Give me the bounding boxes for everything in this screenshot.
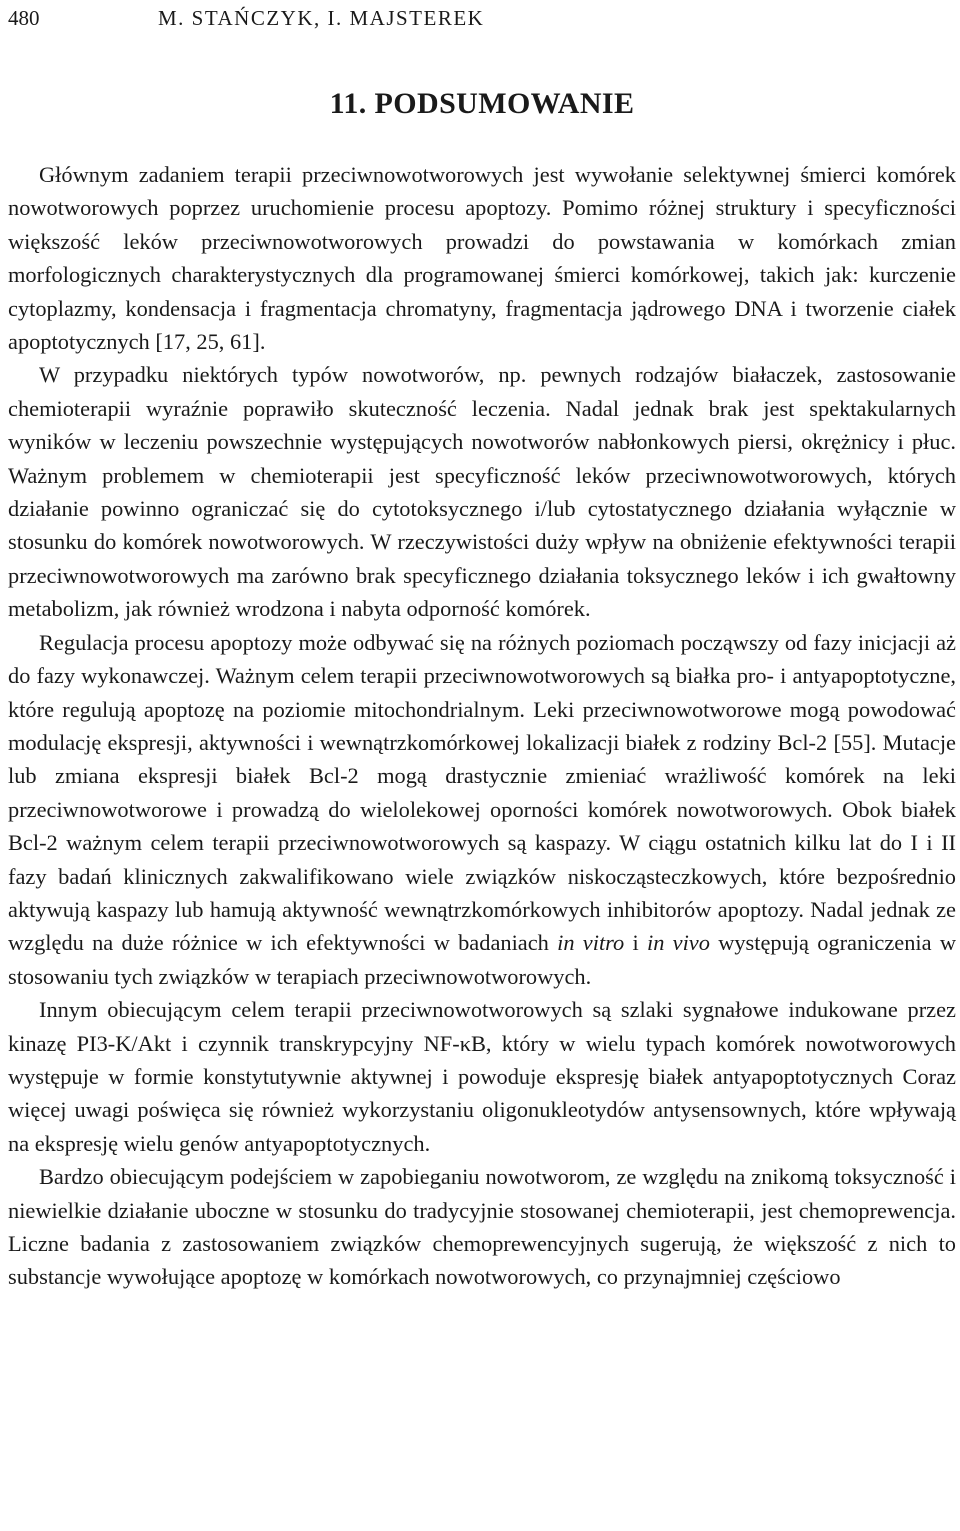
paragraph-2: W przypadku niektórych typów nowotworów, np. pewnych rodzajów białaczek, zastosowanie chemioterapii wyraźnie poprawiło skuteczność leczenia. Nadal jednak brak jest spektakularnych wyników w leczeniu powszechnie występujących nowotworów nabłonkowych piersi, okrężnicy i płuc. Ważnym problemem w chemioterapii jest specyficzność leków przeciwnowotworowych, których działanie powinno ograniczać się do cytotoksycznego i/lub cytostatycznego działania wyłącznie w stosunku do komórek nowotworowych. W rzeczywistości duży wpływ na obniżenie efektywności terapii przeciwnowotworowych ma zarówno brak specyficznego działania toksycznego leków i ich gwałtowny metabolizm, jak również wrodzona i nabyta odporność komórek. (8, 362, 956, 622)
paragraph-3-text-a: Regulacja procesu apoptozy może odbywać się na różnych poziomach począwszy od fazy inicjacji aż do fazy wykonawczej. Ważnym celem terapii przeciwnowotworowych są białka pro- i antyapoptotyczne, które regulują apoptozę na poziomie mitochondrialnym. Leki przeciwnowotworowe mogą powodować modulację ekspresji, aktywności i wewnątrzkomórkowej lokalizacji białek z rodziny Bcl-2 [55]. Mutacje lub zmiana ekspresji białek Bcl-2 mogą drastycznie zmieniać wrażliwość komórek na leki przeciwnowotworowe i prowadzą do wielolekowej oporności komórek nowotworowych. Obok białek Bcl-2 ważnym celem terapii przeciwnowotworowych są kaspazy. W ciągu ostatnich kilku lat do I i II fazy badań klinicznych zakwalifikowano wiele związków niskocząsteczkowych, które bezpośrednio aktywują kaspazy lub hamują aktywność wewnątrzkomórkowych inhibitorów apoptozy. Nadal jednak ze względu na duże różnice w ich efektywności w badaniach (8, 629, 956, 956)
latin-in-vivo: in vivo (646, 930, 710, 956)
paragraph-3-text-c: występują ograniczenia w stosowaniu tych związków w terapiach przeciwnowotworowych. (8, 930, 956, 989)
latin-in-vitro: in vitro (557, 930, 625, 956)
paragraph-1: Głównym zadaniem terapii przeciwnowotworowych jest wywołanie selektywnej śmierci komórek nowotworowych poprzez uruchomienie procesu apoptozy. Pomimo różnej struktury i specyficzności większość leków przeciwnowotworowych prowadzi do powstawania w komórkach zmian morfologicznych charakterystycznych dla programowanej śmierci komórkowej, takich jak: kurczenie cytoplazmy, kondensacja i fragmentacja chromatyny, fragmentacja jądrowego DNA i tworzenie ciałek apoptotycznych [17, 25, 61]. (8, 162, 956, 355)
running-head-authors: M. STAŃCZYK, I. MAJSTEREK (158, 6, 485, 30)
paragraph-3-text-b: i (632, 930, 639, 956)
page-number: 480 (8, 6, 40, 30)
paragraph-5: Bardzo obiecującym podejściem w zapobieganiu nowotworom, ze względu na znikomą toksyczność i niewielkie działanie uboczne w stosunku do tradycyjnie stosowanej chemioterapii, jest chemoprewencja. Liczne badania z zastosowaniem związków chemoprewencyjnych sugerują, że większość z nich to substancje wywołujące apoptozę w komórkach nowotworowych, co przynajmniej częściowo (8, 1164, 956, 1290)
paragraph-3 (8, 626, 956, 993)
document-page (8, 0, 956, 1294)
paragraph-4: Innym obiecującym celem terapii przeciwnowotworowych są szlaki sygnałowe indukowane przez kinazę PI3-K/Akt i czynnik transkrypcyjny NF-κB, który w wielu typach komórek nowotworowych występuje w formie konstytutywnie aktywnej i powoduje ekspresję białek antyapoptotycznych Coraz więcej uwagi poświęca się również wykorzystaniu oligonukleotydów antysensownych, które wpływają na ekspresję wielu genów antyapoptotycznych. (8, 997, 956, 1156)
body-text (8, 158, 956, 1294)
running-head (8, 0, 956, 32)
section-title: 11. PODSUMOWANIE (329, 87, 635, 120)
